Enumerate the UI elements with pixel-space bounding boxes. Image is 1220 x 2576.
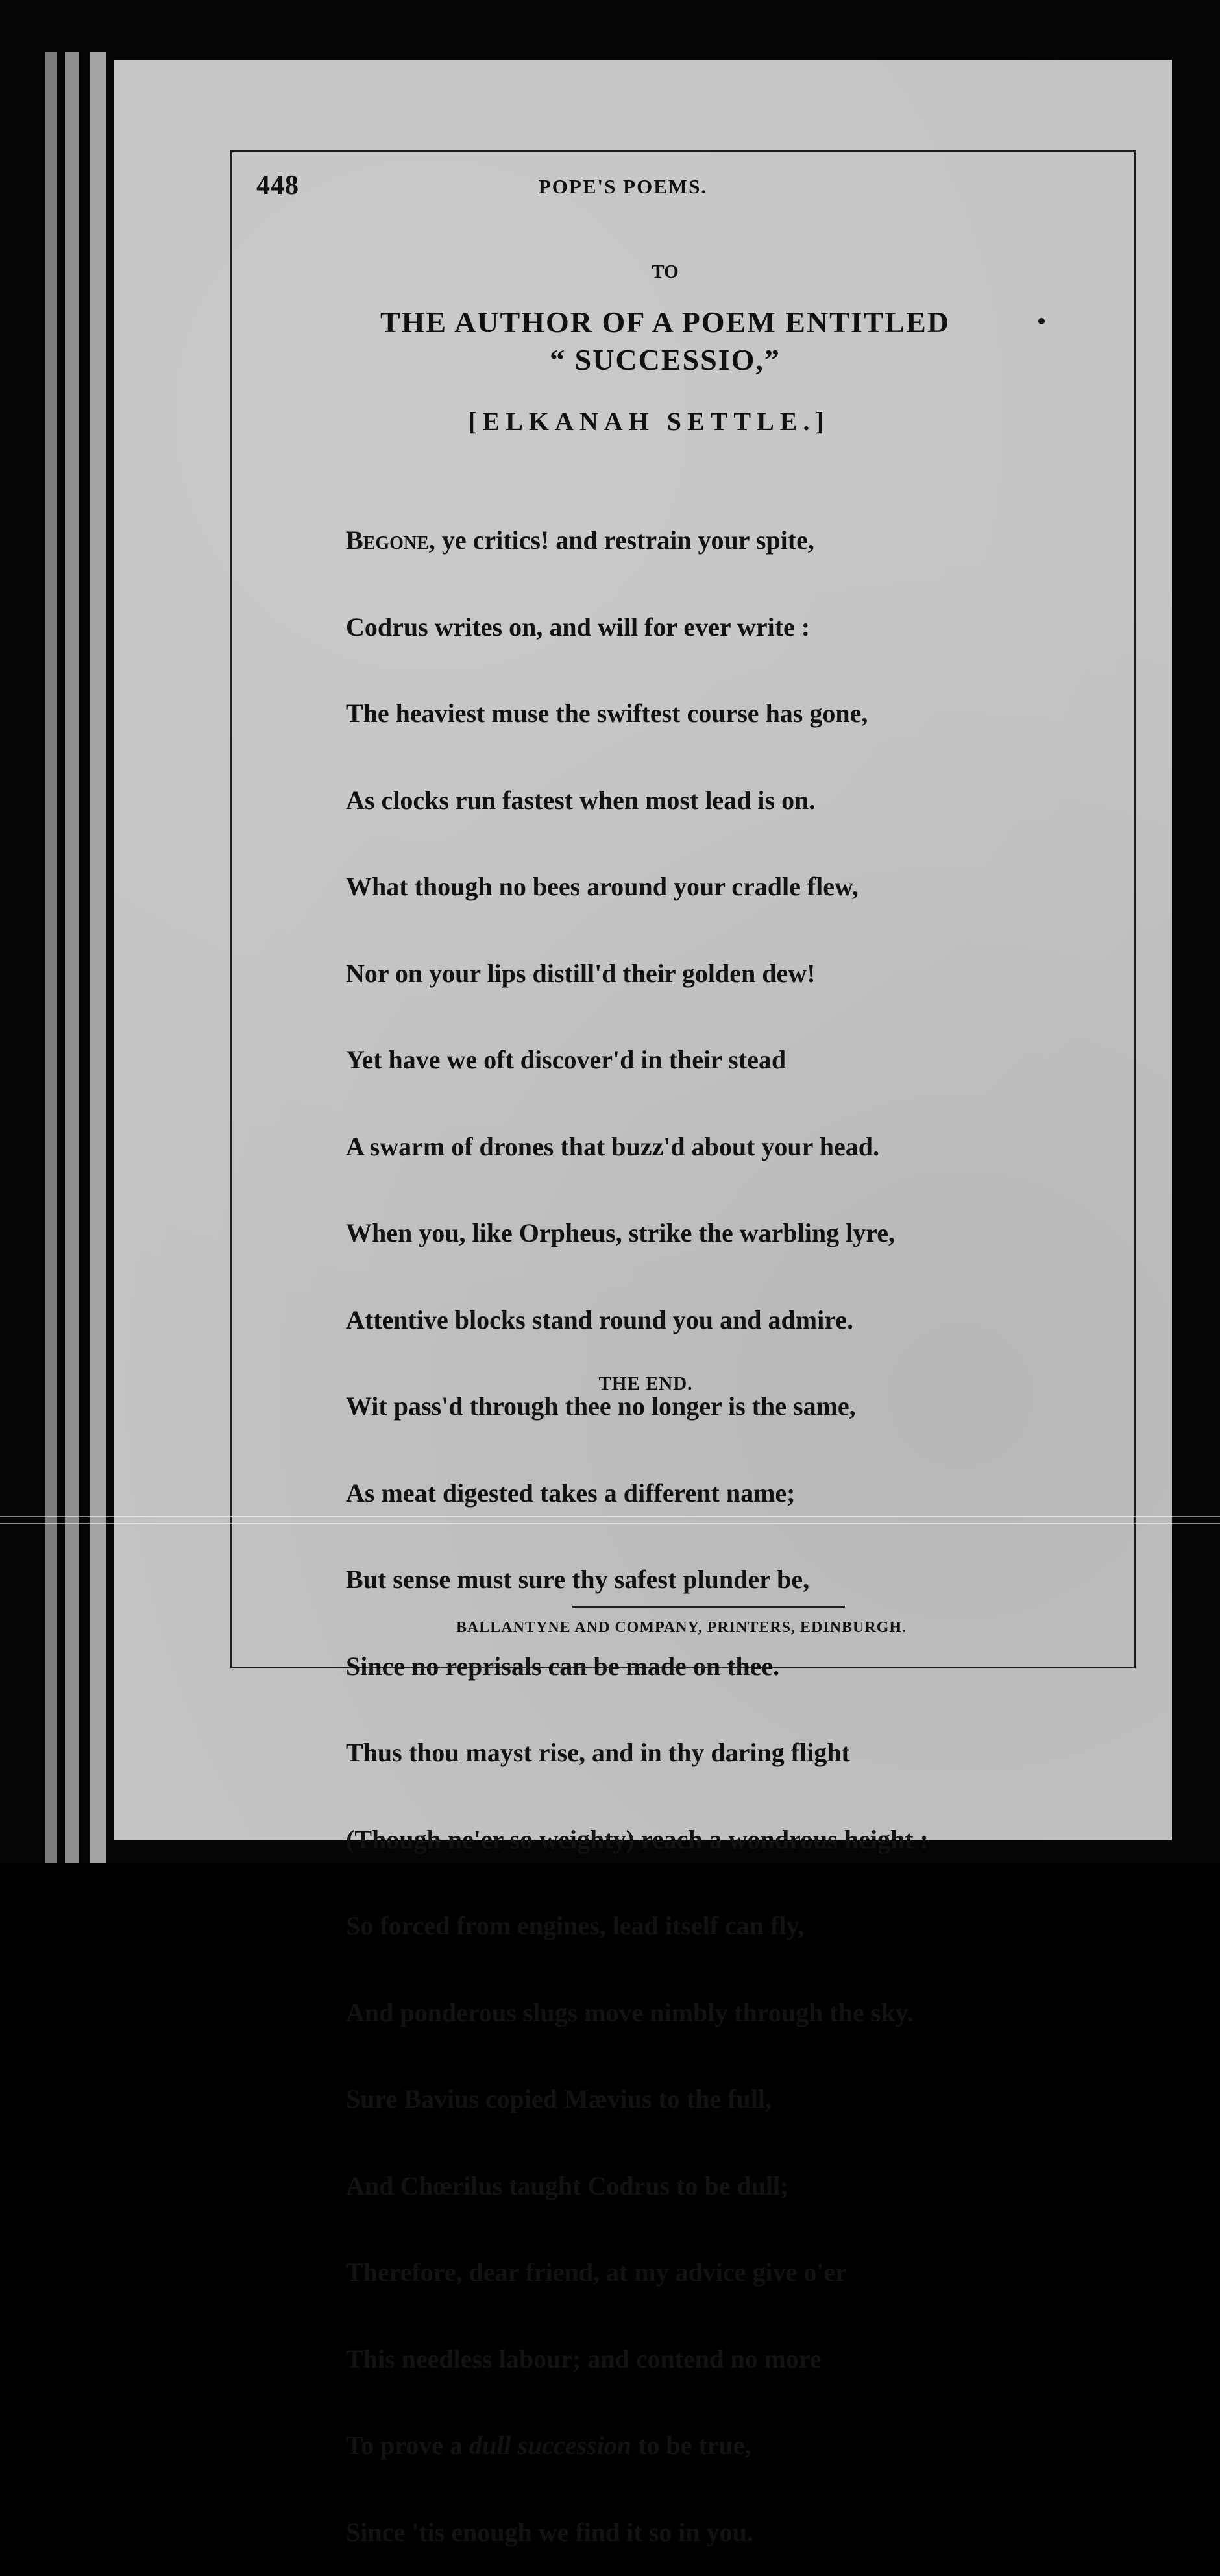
scan-artifact-line [0,1523,1220,1524]
poem-line: What though no bees around your cradle flew, [346,872,859,901]
running-title: POPE'S POEMS. [538,175,708,198]
poem-line: Since no reprisals can be made on thee. [346,1651,780,1681]
poem-line: The heaviest muse the swiftest course has gone, [346,699,868,728]
margin-mark [1038,318,1045,324]
poem-line-prefix: To prove a [346,2431,470,2460]
poem-line: And Chœrilus taught Codrus to be dull; [346,2171,789,2200]
poem-subtitle: “ SUCCESSIO,” [550,343,781,376]
poem-first-word: Begone, [346,525,435,555]
scan-artifact-line [0,1516,1220,1517]
page-number: 448 [256,171,299,200]
poem-line: And ponderous slugs move nimbly through the sky. [346,1997,914,2027]
footer-rule [572,1606,845,1608]
poem-line-text: ye critics! and restrain your spite, [435,525,814,555]
poem-line: As clocks run fastest when most lead is on. [346,785,816,815]
poem-line [346,2431,1034,2461]
dedication-to: TO [652,261,679,282]
poem-line: This needless labour; and contend no more [346,2344,822,2374]
poem-line [346,526,1034,555]
poem-line: Wit pass'd through thee no longer is the same, [346,1391,856,1421]
poem-line: Attentive blocks stand round you and admire. [346,1305,853,1334]
poem-line: Codrus writes on, and will for ever write : [346,612,811,642]
printer-imprint: BALLANTYNE AND COMPANY, PRINTERS, EDINBURGH. [456,1619,907,1636]
poem-line: (Though ne'er so weighty) reach a wondrous height : [346,1824,929,1854]
poem-line: So forced from engines, lead itself can fly, [346,1911,805,1940]
poem-line: Nor on your lips distill'd their golden dew! [346,958,816,988]
poem-line: A swarm of drones that buzz'd about your head. [346,1131,879,1161]
poem-line-suffix: to be true, [631,2431,751,2460]
poem-attribution: [ELKANAH SETTLE.] [468,407,830,436]
poem-line: Since 'tis enough we find it so in you. [346,2517,753,2547]
poem-line: Thus thou mayst rise, and in thy daring flight [346,1738,850,1767]
poem-title: THE AUTHOR OF A POEM ENTITLED [380,306,951,339]
poem-line: As meat digested takes a different name; [346,1478,796,1508]
poem-line: But sense must sure thy safest plunder be, [346,1565,810,1594]
poem-line: Yet have we oft discover'd in their stead [346,1045,787,1074]
poem-line: Therefore, dear friend, at my advice give o'er [346,2257,848,2287]
poem-line-italic: dull succession [469,2431,632,2460]
poem-line: When you, like Orpheus, strike the warbling lyre, [346,1218,895,1247]
poem-line: Sure Bavius copied Mævius to the full, [346,2084,772,2113]
the-end: THE END. [598,1373,693,1394]
